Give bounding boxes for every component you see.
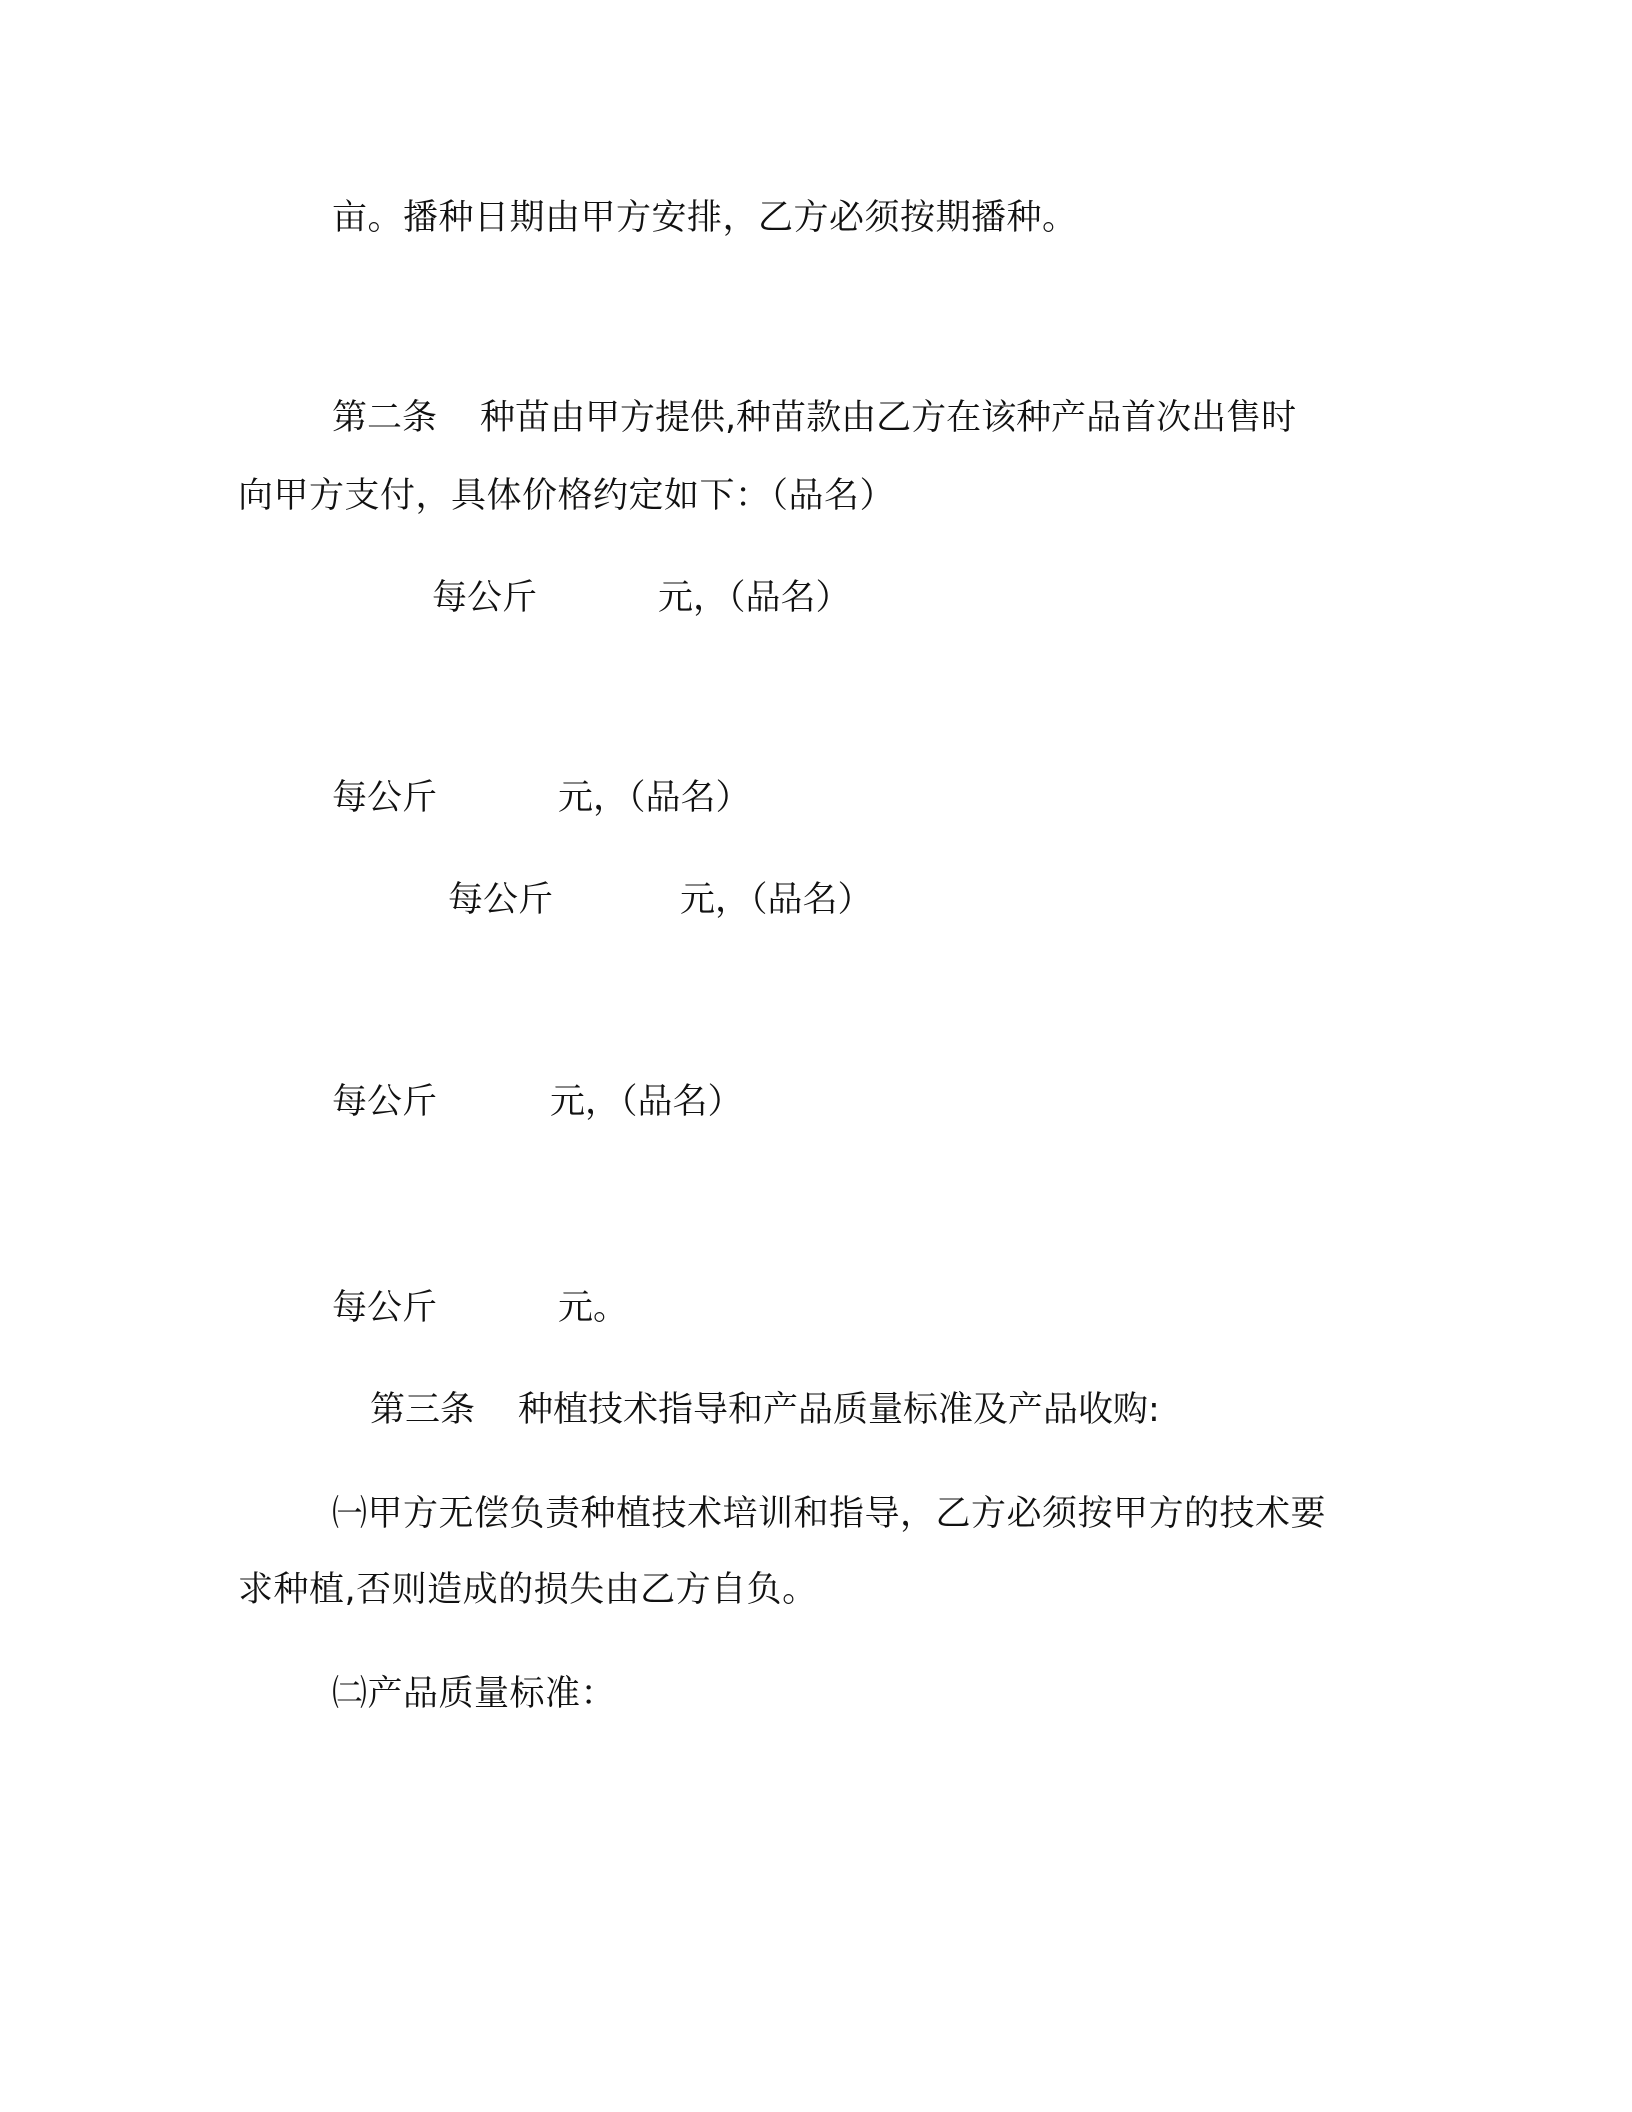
price-row-5 — [332, 1286, 1532, 1330]
price-unit: 每公斤 — [432, 578, 538, 618]
price-row-2 — [332, 776, 1532, 820]
article-3-title-line — [370, 1388, 1570, 1432]
price-tail: 元，（品名） — [558, 778, 751, 818]
price-row-3 — [448, 878, 1632, 922]
price-row-1 — [432, 576, 1632, 620]
price-row-4 — [332, 1080, 1532, 1124]
price-unit: 每公斤 — [332, 778, 438, 818]
price-tail: 元，（品名） — [658, 578, 851, 618]
price-tail: 元。 — [558, 1288, 629, 1328]
article-3-title: 种植技术指导和产品质量标准及产品收购: — [518, 1390, 1160, 1430]
price-tail: 元，（品名） — [550, 1082, 743, 1122]
article-3-heading: 第三条 — [370, 1390, 476, 1430]
price-unit: 每公斤 — [332, 1082, 438, 1122]
article-2-line-2: 向甲方支付，具体价格约定如下：（品名） — [238, 476, 896, 516]
paragraph-sowing-date: 亩。播种日期由甲方安排，乙方必须按期播种。 — [332, 198, 1078, 238]
article-3-item-1-line-2: 求种植,否则造成的损失由乙方自负。 — [238, 1570, 818, 1610]
price-tail: 元，（品名） — [680, 880, 873, 920]
article-3-item-1-line-1: ㈠甲方无偿负责种植技术培训和指导，乙方必须按甲方的技术要 — [332, 1494, 1327, 1534]
article-3-item-2: ㈡产品质量标准： — [332, 1674, 617, 1714]
article-2-line-1 — [332, 396, 1532, 440]
article-2-text-1: 种苗由甲方提供,种苗款由乙方在该种产品首次出售时 — [480, 398, 1297, 438]
article-2-heading: 第二条 — [332, 398, 438, 438]
price-unit: 每公斤 — [332, 1288, 438, 1328]
price-unit: 每公斤 — [448, 880, 554, 920]
